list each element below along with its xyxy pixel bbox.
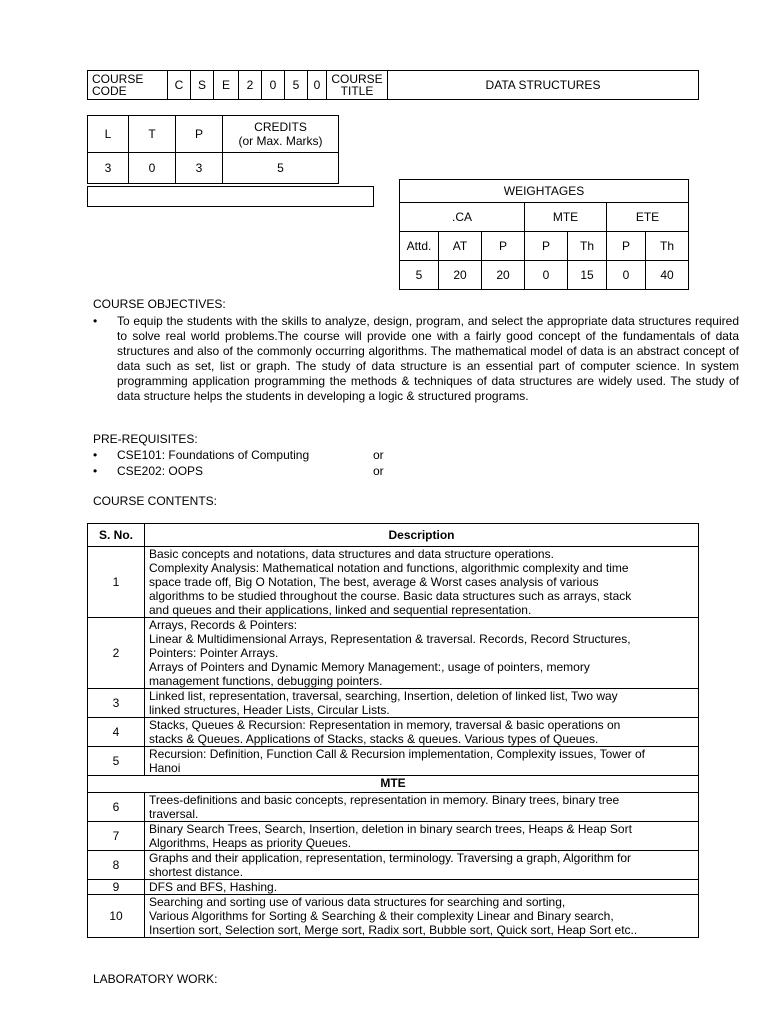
ltp-value: 0 — [129, 153, 176, 184]
row-description — [145, 689, 699, 718]
weightage-value: 0 — [525, 261, 568, 290]
description-line: Algorithms, Heaps as priority Queues. — [149, 836, 352, 850]
table-row — [88, 747, 699, 776]
weightage-group: MTE — [525, 203, 607, 232]
description-line: Basic concepts and notations, data structures and data structure operations. — [149, 547, 554, 561]
description-line: Trees-definitions and basic concepts, representation in memory. Binary trees, binary tree — [149, 793, 620, 807]
bullet-icon: • — [93, 448, 98, 462]
row-description — [145, 851, 699, 880]
row-sno: 2 — [88, 618, 145, 689]
weightage-subheader: P — [482, 232, 525, 261]
mte-divider-row — [88, 776, 699, 793]
code-char: 2 — [239, 71, 262, 100]
row-description — [145, 618, 699, 689]
code-char: E — [214, 71, 239, 100]
ltp-value: 3 — [176, 153, 223, 184]
description-line: Recursion: Definition, Function Call & Recursion implementation, Complexity issues, Tower of — [149, 747, 645, 761]
weightage-subheader: Th — [646, 232, 689, 261]
weightage-group: ETE — [607, 203, 689, 232]
code-char: 5 — [285, 71, 308, 100]
row-description — [145, 747, 699, 776]
description-line: Insertion sort, Selection sort, Merge sort, Radix sort, Bubble sort, Quick sort, Heap Sort etc.. — [149, 923, 638, 937]
weightage-value: 15 — [568, 261, 607, 290]
weightage-group: .CA — [400, 203, 525, 232]
prerequisite-conj: or — [373, 448, 384, 462]
description-line: Graphs and their application, representation, terminology. Traversing a graph, Algorithm for — [149, 851, 632, 865]
weightage-value: 20 — [482, 261, 525, 290]
description-line: linked structures, Header Lists, Circular Lists. — [149, 703, 390, 717]
lab-heading: LABORATORY WORK: — [93, 972, 218, 986]
row-sno: 4 — [88, 718, 145, 747]
code-char: 0 — [262, 71, 285, 100]
blank-box — [87, 186, 374, 207]
contents-heading: COURSE CONTENTS: — [93, 494, 218, 508]
prerequisite-course: CSE202: OOPS — [117, 464, 204, 478]
weightages-table — [399, 179, 689, 290]
ltp-value: 3 — [88, 153, 129, 184]
description-line: traversal. — [149, 807, 199, 821]
description-line: Complexity Analysis: Mathematical notation and functions, algorithmic complexity and time — [149, 561, 629, 575]
row-sno: 1 — [88, 547, 145, 618]
table-row — [88, 851, 699, 880]
weightage-value: 20 — [439, 261, 482, 290]
table-row — [88, 880, 699, 895]
code-char: S — [191, 71, 214, 100]
weightage-subheader: Th — [568, 232, 607, 261]
description-line: Arrays of Pointers and Dynamic Memory Management:, usage of pointers, memory — [149, 660, 590, 674]
weightages-title: WEIGHTAGES — [400, 180, 689, 203]
weightage-subheader: P — [607, 232, 646, 261]
code-char: 0 — [308, 71, 327, 100]
weightage-subheader: AT — [439, 232, 482, 261]
prerequisites-heading: PRE-REQUISITES: — [93, 432, 198, 446]
course-title-value: DATA STRUCTURES — [388, 71, 699, 100]
row-description — [145, 895, 699, 938]
description-line: shortest distance. — [149, 865, 244, 879]
table-row — [88, 547, 699, 618]
description-line: Arrays, Records & Pointers: — [149, 618, 298, 632]
description-line: Linked list, representation, traversal, searching, Insertion, deletion of linked list, Two way — [149, 689, 618, 703]
row-sno: 3 — [88, 689, 145, 718]
weightage-value: 0 — [607, 261, 646, 290]
objectives-text: To equip the students with the skills to analyze, design, program, and select the appropriate data structures required to solve real world problems.The course will provide one with a fairly good concept of the fundamentals of data structures and also of the commonly occurring algorithms. The mathematical model of data is an abstract concept of data such as set, list or graph. The study of data structure is an essential part of computer science. In system programming application programming the methods & techniques of data structures are widely used. The study of data structure helps the students in developing a logic & structured programs. — [117, 314, 739, 403]
description-line: Hanoi — [149, 761, 181, 775]
bullet-icon: • — [93, 464, 98, 478]
row-sno: 9 — [88, 880, 145, 895]
ltp-header: P — [176, 116, 223, 153]
weightage-value: 40 — [646, 261, 689, 290]
description-line: DFS and BFS, Hashing. — [149, 880, 278, 894]
objectives-heading: COURSE OBJECTIVES: — [93, 297, 226, 311]
bullet-icon: • — [93, 314, 98, 328]
contents-body — [88, 547, 699, 938]
table-row — [88, 793, 699, 822]
description-line: algorithms to be studied throughout the course. Basic data structures such as arrays, stack — [149, 589, 632, 603]
ltp-header: L — [88, 116, 129, 153]
col-sno-header: S. No. — [88, 524, 145, 547]
mte-label: MTE — [88, 776, 699, 793]
description-line: Various Algorithms for Sorting & Searching & their complexity Linear and Binary search, — [149, 909, 614, 923]
prerequisite-course: CSE101: Foundations of Computing — [117, 448, 310, 462]
row-description — [145, 822, 699, 851]
row-sno: 7 — [88, 822, 145, 851]
description-line: and queues and their applications, linked and sequential representation. — [149, 603, 532, 617]
table-row — [88, 895, 699, 938]
table-row — [88, 718, 699, 747]
code-char: C — [168, 71, 191, 100]
description-line: Searching and sorting use of various data structures for searching and sorting, — [149, 895, 566, 909]
ltp-table — [87, 115, 339, 184]
credits-value: 5 — [223, 153, 339, 184]
prerequisite-conj: or — [373, 464, 384, 478]
description-line: Stacks, Queues & Recursion: Representation in memory, traversal & basic operations on — [149, 718, 621, 732]
description-line: Linear & Multidimensional Arrays, Representation & traversal. Records, Record Structures, — [149, 632, 631, 646]
row-description — [145, 880, 699, 895]
course-header-table — [87, 70, 699, 100]
ltp-header: T — [129, 116, 176, 153]
table-row — [88, 822, 699, 851]
table-row — [88, 618, 699, 689]
description-line: Binary Search Trees, Search, Insertion, deletion in binary search trees, Heaps & Heap Sort — [149, 822, 632, 836]
weightage-subheader: P — [525, 232, 568, 261]
row-description — [145, 793, 699, 822]
credits-header: CREDITS (or Max. Marks) — [223, 116, 339, 153]
course-title-label: COURSE TITLE — [327, 71, 388, 100]
row-description — [145, 718, 699, 747]
row-description — [145, 547, 699, 618]
table-row — [88, 689, 699, 718]
description-line: Pointers: Pointer Arrays. — [149, 646, 279, 660]
contents-table — [87, 523, 699, 938]
description-line: space trade off, Big O Notation, The best, average & Worst cases analysis of various — [149, 575, 599, 589]
row-sno: 5 — [88, 747, 145, 776]
col-desc-header: Description — [145, 524, 699, 547]
weightage-subheader: Attd. — [400, 232, 439, 261]
weightage-value: 5 — [400, 261, 439, 290]
description-line: stacks & Queues. Applications of Stacks, stacks & queues. Various types of Queues. — [149, 732, 599, 746]
row-sno: 6 — [88, 793, 145, 822]
course-code-label: COURSE CODE — [88, 71, 168, 100]
description-line: management functions, debugging pointers. — [149, 674, 383, 688]
row-sno: 10 — [88, 895, 145, 938]
row-sno: 8 — [88, 851, 145, 880]
